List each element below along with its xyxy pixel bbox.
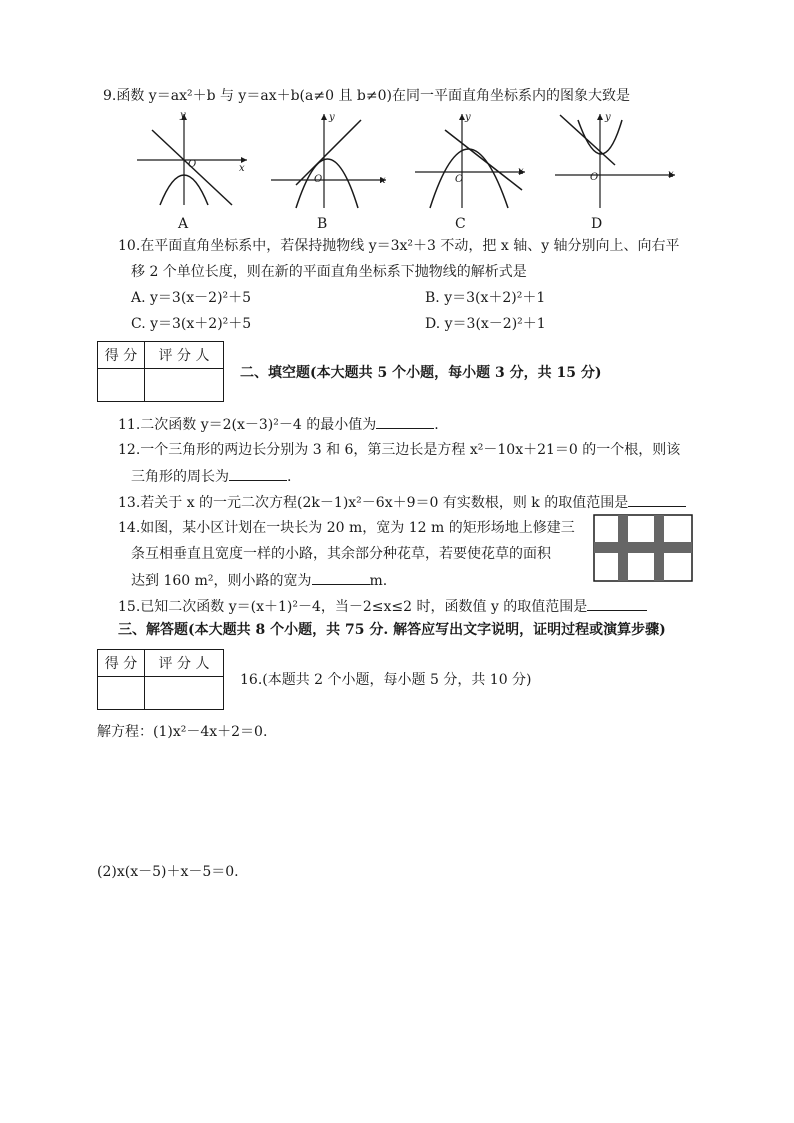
graph-a-label: A	[178, 216, 189, 232]
graph-a-origin: O	[188, 159, 197, 170]
q13-text: 13.若关于 x 的一元二次方程(2k－1)x²－6x＋9＝0 有实数根，则 k 的取值范围是	[118, 495, 629, 511]
q11-end: .	[434, 417, 439, 433]
graph-b	[266, 110, 391, 210]
q14-answer-blank[interactable]	[312, 570, 370, 585]
graph-a-x-label: x	[239, 163, 245, 174]
graph-c-x-label: x	[518, 166, 524, 177]
graph-d-y-label: y	[605, 112, 611, 123]
graph-b-origin: O	[314, 174, 323, 185]
graph-c-origin: O	[455, 174, 464, 185]
score-box-header-score: 得 分	[98, 650, 145, 677]
q12-line2: 三角形的周长为	[131, 469, 229, 485]
q14-line2: 条互相垂直且宽度一样的小路，其余部分种花草，若要使花草的面积	[131, 546, 551, 562]
score-box-cell-score[interactable]	[98, 677, 145, 710]
q14-end: m.	[369, 573, 388, 589]
q15-text: 15.已知二次函数 y＝(x＋1)²－4，当－2≤x≤2 时，函数值 y 的取值范围是	[118, 599, 588, 615]
score-box-q16	[97, 649, 224, 710]
graph-d	[550, 110, 680, 210]
graph-a-y-label: y	[180, 110, 186, 121]
q12-line1: 12.一个三角形的两边长分别为 3 和 6，第三边长是方程 x²－10x＋21＝0 的一个根，则该	[118, 442, 681, 458]
graph-c	[410, 110, 530, 210]
q15-answer-blank[interactable]	[587, 596, 647, 611]
graph-b-y-label: y	[329, 112, 335, 123]
q10-stem-line2: 移 2 个单位长度，则在新的平面直角坐标系下抛物线的解析式是	[131, 264, 527, 280]
q11-answer-blank[interactable]	[376, 414, 434, 429]
q10-option-a: A. y＝3(x－2)²＋5	[131, 290, 252, 306]
score-box-header-grader: 评 分 人	[145, 650, 224, 677]
q13-answer-blank[interactable]	[628, 492, 686, 507]
q14-figure	[593, 514, 693, 582]
score-box-cell-grader[interactable]	[145, 369, 224, 402]
q12-end: .	[287, 469, 292, 485]
score-box-cell-grader[interactable]	[145, 677, 224, 710]
q9-stem: 9.函数 y＝ax²＋b 与 y＝ax＋b(a≠0 且 b≠0)在同一平面直角坐标系内的图象大致是	[103, 88, 630, 104]
q10-option-b: B. y＝3(x＋2)²＋1	[425, 290, 546, 306]
graph-c-y-label: y	[465, 112, 471, 123]
q16-part1: 解方程：(1)x²－4x＋2＝0.	[97, 724, 268, 740]
q14-line1: 14.如图，某小区计划在一块长为 20 m，宽为 12 m 的矩形场地上修建三	[118, 520, 575, 536]
score-box-cell-score[interactable]	[98, 369, 145, 402]
q10-option-c: C. y＝3(x＋2)²＋5	[131, 316, 252, 332]
graph-c-label: C	[455, 216, 466, 232]
graph-b-x-label: x	[380, 175, 386, 186]
score-box-section2	[97, 341, 224, 402]
q16-header: 16.(本题共 2 个小题，每小题 5 分，共 10 分)	[240, 672, 532, 688]
section3-title: 三、解答题(本大题共 8 个小题，共 75 分. 解答应写出文字说明，证明过程或演算步骤)	[118, 622, 666, 638]
graph-d-origin: O	[590, 172, 599, 183]
graph-b-label: B	[317, 216, 328, 232]
q16-part2: (2)x(x－5)＋x－5＝0.	[97, 864, 239, 880]
graph-d-x-label: x	[668, 169, 674, 180]
q12	[131, 466, 291, 487]
q10-option-d: D. y＝3(x－2)²＋1	[425, 316, 546, 332]
section2-title: 二、填空题(本大题共 5 个小题，每小题 3 分，共 15 分)	[240, 365, 602, 381]
q11-text: 11.二次函数 y＝2(x－3)²－4 的最小值为	[118, 417, 377, 433]
q12-answer-blank[interactable]	[229, 466, 287, 481]
score-box-header-grader: 评 分 人	[145, 342, 224, 369]
q10-stem-line1: 10.在平面直角坐标系中，若保持抛物线 y＝3x²＋3 不动，把 x 轴、y 轴分别向上、向右平	[118, 238, 680, 254]
score-box-header-score: 得 分	[98, 342, 145, 369]
q11	[118, 414, 439, 435]
graph-d-label: D	[591, 216, 603, 232]
q13	[118, 492, 686, 513]
q14-line3: 达到 160 m²，则小路的宽为	[131, 573, 312, 589]
q15	[118, 596, 647, 617]
q14	[131, 570, 387, 591]
